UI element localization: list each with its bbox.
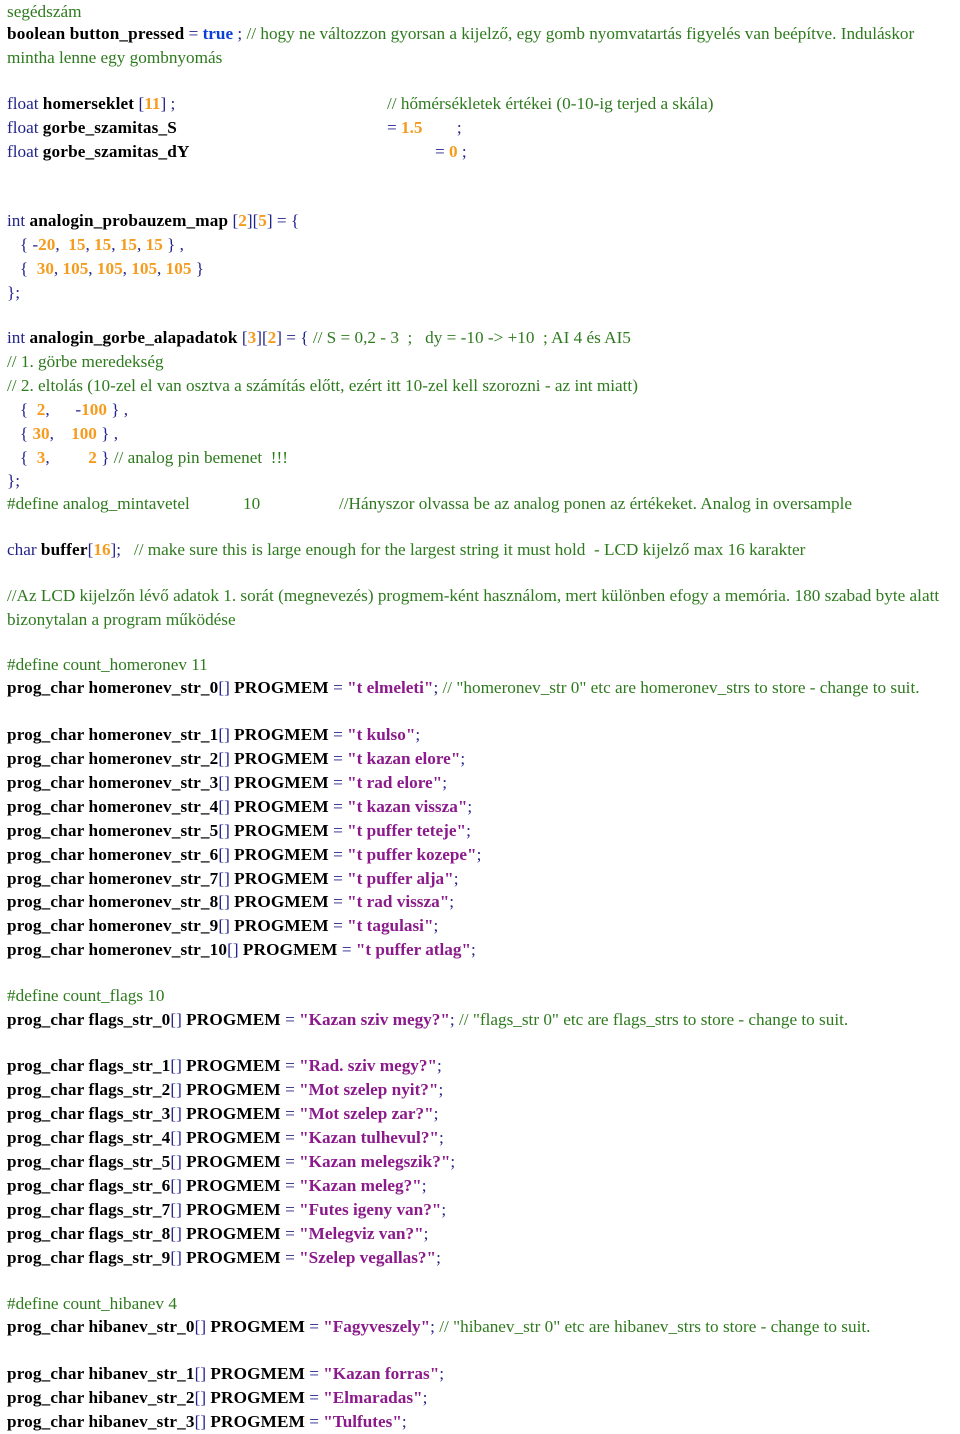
code-line — [7, 209, 299, 233]
code-token: PROGMEM — [234, 916, 329, 935]
code-token: 5 — [258, 211, 267, 230]
code-token: [ — [237, 328, 248, 347]
code-token: ] = { — [276, 328, 313, 347]
code-token: "Kazan tulhevul?" — [299, 1128, 439, 1147]
code-token: ; — [422, 1388, 428, 1407]
code-token: ; — [436, 1248, 441, 1267]
code-token: 1.5 — [401, 118, 423, 137]
code-token: } , — [162, 235, 184, 254]
code-token: "t kulso" — [347, 725, 416, 744]
code-line — [7, 257, 204, 281]
code-token: "Futes igeny van?" — [299, 1200, 442, 1219]
code-token: prog_char flags_str_6 — [7, 1176, 171, 1195]
code-token: , — [122, 259, 132, 278]
code-token: "Rad. sziv megy?" — [299, 1056, 438, 1075]
code-token: "Mot szelep nyit?" — [299, 1080, 439, 1099]
code-token: "t puffer alja" — [347, 869, 454, 888]
code-token: // S = 0,2 - 3 ; dy = -10 -> +10 ; AI 4 és AI5 — [312, 328, 631, 347]
code-token: prog_char hibanev_str_3 — [7, 1412, 195, 1431]
code-token: [] — [194, 1317, 211, 1336]
code-token: "t puffer teteje" — [347, 821, 467, 840]
code-token: prog_char homeronev_str_0 — [7, 678, 219, 697]
code-token: PROGMEM — [234, 869, 329, 888]
code-token: = — [435, 142, 449, 161]
code-token: [] — [170, 1128, 187, 1147]
code-token: int — [7, 211, 30, 230]
code-line — [7, 233, 184, 257]
code-token: char — [7, 540, 41, 559]
code-token: ; — [460, 749, 466, 768]
code-line — [7, 723, 420, 747]
code-line — [7, 1054, 442, 1078]
code-token: , — [49, 424, 72, 443]
code-token: 11 — [144, 94, 161, 113]
code-token: ; — [471, 940, 476, 959]
code-line — [7, 938, 476, 962]
code-token: "Kazan forras" — [323, 1364, 440, 1383]
code-token: PROGMEM — [186, 1248, 281, 1267]
code-token: 3 — [247, 328, 257, 347]
code-token: PROGMEM — [210, 1364, 305, 1383]
code-token: = — [280, 1176, 300, 1195]
code-token: 100 — [71, 424, 97, 443]
code-token: #define analog_mintavetel — [7, 494, 190, 513]
code-token: [] — [170, 1010, 187, 1029]
code-token: , - — [45, 400, 82, 419]
code-line — [435, 140, 467, 164]
code-token: PROGMEM — [186, 1010, 281, 1029]
code-token: PROGMEM — [234, 749, 329, 768]
code-token: float — [7, 94, 43, 113]
code-line — [7, 374, 638, 398]
code-token: prog_char homeronev_str_1 — [7, 725, 219, 744]
code-token: = — [304, 1317, 324, 1336]
code-token: = — [304, 1412, 324, 1431]
code-token: = — [328, 678, 348, 697]
code-line — [7, 1008, 955, 1032]
code-token: ; — [466, 821, 471, 840]
code-token: PROGMEM — [234, 725, 329, 744]
code-token: [ — [228, 211, 239, 230]
code-line — [7, 140, 190, 164]
code-token: prog_char hibanev_str_1 — [7, 1364, 195, 1383]
code-token: ; — [233, 24, 247, 43]
code-token: { — [7, 259, 37, 278]
code-token: prog_char hibanev_str_0 — [7, 1317, 195, 1336]
code-line — [7, 1222, 428, 1246]
code-token: = — [328, 916, 348, 935]
code-token: [] — [227, 940, 243, 959]
code-token: gorbe_szamitas_S — [42, 118, 177, 137]
code-line — [7, 1174, 427, 1198]
code-token: "Kazan melegszik?" — [299, 1152, 451, 1171]
code-token: = — [328, 845, 348, 864]
code-line — [7, 116, 177, 140]
code-token: PROGMEM — [186, 1176, 281, 1195]
code-token: } — [96, 448, 114, 467]
code-token: [] — [170, 1152, 187, 1171]
code-line — [7, 281, 20, 305]
code-line — [7, 469, 20, 493]
code-token: prog_char homeronev_str_3 — [7, 773, 219, 792]
code-line — [7, 747, 465, 771]
code-token: prog_char flags_str_8 — [7, 1224, 171, 1243]
code-token: , — [55, 235, 69, 254]
code-token: = — [328, 892, 348, 911]
code-token: ; — [449, 892, 455, 911]
code-token: "Fagyveszely" — [323, 1317, 431, 1336]
code-token: // analog pin bemenet !!! — [113, 448, 288, 467]
code-token: "t rad elore" — [347, 773, 443, 792]
code-token: [] — [218, 916, 235, 935]
code-token: prog_char flags_str_2 — [7, 1080, 171, 1099]
code-token: PROGMEM — [186, 1128, 281, 1147]
code-token: prog_char flags_str_5 — [7, 1152, 171, 1171]
code-token: PROGMEM — [186, 1224, 281, 1243]
code-token: = — [280, 1152, 300, 1171]
code-token: = — [280, 1080, 300, 1099]
code-token: } , — [96, 424, 119, 443]
code-token: [] — [218, 773, 235, 792]
code-token: = — [184, 24, 203, 43]
code-token: , — [53, 259, 63, 278]
code-token: prog_char hibanev_str_2 — [7, 1388, 195, 1407]
code-token: prog_char flags_str_7 — [7, 1200, 171, 1219]
code-token: // make sure this is large enough for the largest string it must hold - LCD kijelző max 16 karakter — [133, 540, 806, 559]
code-token: PROGMEM — [234, 892, 329, 911]
code-token: 15 — [119, 235, 137, 254]
code-line — [7, 1078, 443, 1102]
code-line — [7, 584, 955, 632]
code-token: ; — [437, 1056, 442, 1075]
code-token: prog_char homeronev_str_6 — [7, 845, 219, 864]
code-token: [ — [134, 94, 145, 113]
code-token: 30 — [36, 259, 54, 278]
code-token: } — [191, 259, 204, 278]
code-token: //Hányszor olvassa be az analog ponen az értékeket. Analog in oversample — [339, 494, 853, 513]
code-token: [] — [170, 1248, 187, 1267]
code-token: ; — [441, 1200, 447, 1219]
code-line — [243, 492, 260, 516]
code-line — [7, 795, 472, 819]
code-token: 0 — [449, 142, 458, 161]
code-token: "t kazan vissza" — [347, 797, 468, 816]
code-token: prog_char homeronev_str_10 — [7, 940, 228, 959]
code-token: PROGMEM — [234, 821, 329, 840]
code-token: ] ; — [160, 94, 176, 113]
code-line — [7, 914, 438, 938]
code-line — [7, 1246, 441, 1270]
code-token: float — [7, 142, 43, 161]
code-token: // hogy ne változzon gyorsan a kijelző, egy gomb nyomvatartás figyelés van beépítve. Induláskor mintha lenne egy gombnyomás — [7, 24, 915, 67]
code-token: { — [7, 400, 37, 419]
code-token: PROGMEM — [234, 678, 329, 697]
code-token: = — [387, 118, 401, 137]
code-token: prog_char homeronev_str_5 — [7, 821, 219, 840]
code-token: PROGMEM — [186, 1056, 281, 1075]
code-token: ; — [415, 725, 421, 744]
code-token: ]; — [110, 540, 134, 559]
code-token: [] — [170, 1200, 187, 1219]
code-line — [7, 398, 128, 422]
code-line — [7, 771, 447, 795]
code-token: PROGMEM — [186, 1104, 281, 1123]
code-token: PROGMEM — [234, 797, 329, 816]
code-line — [7, 1315, 955, 1339]
code-token: = — [280, 1224, 300, 1243]
code-line — [387, 92, 713, 116]
code-line — [339, 492, 852, 516]
code-token: = — [280, 1010, 300, 1029]
code-token: prog_char flags_str_0 — [7, 1010, 171, 1029]
code-token: int — [7, 328, 30, 347]
code-token: ; — [450, 1152, 456, 1171]
code-token: = — [328, 821, 348, 840]
code-token: "t kazan elore" — [347, 749, 461, 768]
code-token: #define count_homeronev 11 — [7, 655, 208, 674]
code-line — [7, 867, 458, 891]
code-token: = — [280, 1056, 300, 1075]
code-token: [] — [218, 821, 235, 840]
code-token: ; — [433, 678, 443, 697]
code-token: ; — [439, 1364, 445, 1383]
code-line — [7, 492, 190, 516]
code-token: ; — [421, 1176, 427, 1195]
code-token: prog_char homeronev_str_2 — [7, 749, 219, 768]
code-token: 15 — [145, 235, 163, 254]
code-token: [] — [218, 797, 235, 816]
code-token: 30 — [32, 424, 50, 443]
code-token: true — [202, 24, 234, 43]
code-token: 20 — [38, 235, 56, 254]
code-token: = — [280, 1104, 300, 1123]
code-line — [7, 819, 471, 843]
code-token: ; — [433, 1104, 439, 1123]
code-token: = — [280, 1128, 300, 1147]
code-token: "Melegviz van?" — [299, 1224, 424, 1243]
code-line — [387, 116, 462, 140]
code-token: = — [280, 1248, 300, 1267]
code-token: "t puffer atlag" — [355, 940, 472, 959]
code-token: PROGMEM — [186, 1200, 281, 1219]
code-line — [7, 1386, 427, 1410]
code-token: PROGMEM — [234, 845, 329, 864]
code-token: ; — [430, 1317, 440, 1336]
code-token: [] — [170, 1056, 187, 1075]
code-token: ; — [423, 1224, 429, 1243]
code-token: = — [304, 1364, 324, 1383]
code-token: prog_char flags_str_4 — [7, 1128, 171, 1147]
code-token: ; — [438, 1080, 444, 1099]
code-token: segédszám — [7, 2, 82, 21]
code-token: gorbe_szamitas_dY — [42, 142, 190, 161]
code-token: "t tagulasi" — [347, 916, 434, 935]
code-token: ; — [438, 1128, 444, 1147]
code-line — [7, 92, 175, 116]
code-token: ][ — [246, 211, 259, 230]
code-token: [] — [194, 1388, 211, 1407]
code-line — [7, 446, 288, 470]
code-token: }; — [7, 283, 21, 302]
code-token: [] — [170, 1104, 187, 1123]
code-line — [7, 676, 955, 700]
code-line — [7, 1410, 407, 1434]
code-token: [] — [170, 1080, 187, 1099]
code-token: PROGMEM — [186, 1152, 281, 1171]
code-token: [] — [218, 725, 235, 744]
code-token: // 1. görbe meredekség — [7, 352, 164, 371]
code-token: buffer — [40, 540, 88, 559]
code-token: [] — [218, 869, 235, 888]
code-line — [7, 1362, 444, 1386]
code-token: // "hibanev_str 0" etc are hibanev_strs to store - change to suit. — [439, 1317, 871, 1336]
code-token: { — [7, 448, 37, 467]
code-token: 105 — [96, 259, 123, 278]
code-token: "Kazan meleg?" — [299, 1176, 422, 1195]
code-line — [7, 326, 631, 350]
code-token: ; — [449, 1010, 459, 1029]
code-token: [] — [170, 1224, 187, 1243]
code-token: PROGMEM — [234, 773, 329, 792]
code-token: // "flags_str 0" etc are flags_strs to store - change to suit. — [458, 1010, 849, 1029]
code-token: prog_char homeronev_str_4 — [7, 797, 219, 816]
code-line — [7, 1198, 446, 1222]
code-token: "Szelep vegallas?" — [299, 1248, 437, 1267]
code-token: = — [304, 1388, 324, 1407]
code-token: ; — [422, 118, 462, 137]
code-token: }; — [7, 471, 21, 490]
code-token: = — [280, 1200, 300, 1219]
code-token: { — [7, 424, 33, 443]
code-token: 15 — [94, 235, 112, 254]
code-line — [7, 653, 208, 677]
code-token: PROGMEM — [210, 1317, 305, 1336]
code-token: analogin_gorbe_alapadatok — [29, 328, 238, 347]
code-token: "Kazan sziv megy?" — [299, 1010, 450, 1029]
code-token: 100 — [81, 400, 107, 419]
code-token: , — [85, 235, 95, 254]
code-token: #define count_flags 10 — [7, 986, 165, 1005]
code-token: boolean button_pressed — [7, 24, 185, 43]
code-token: 2 — [267, 328, 277, 347]
code-token: , — [88, 259, 97, 278]
code-token: ; — [442, 773, 447, 792]
code-token: 10 — [243, 494, 261, 513]
code-token: 105 — [62, 259, 89, 278]
code-line — [7, 0, 81, 24]
code-token: 105 — [165, 259, 192, 278]
code-token: PROGMEM — [210, 1412, 305, 1431]
code-token: = — [337, 940, 356, 959]
code-token: prog_char flags_str_9 — [7, 1248, 171, 1267]
code-token: 15 — [68, 235, 86, 254]
code-token: "Tulfutes" — [323, 1412, 402, 1431]
code-token: //Az LCD kijelzőn lévő adatok 1. sorát (megnevezés) progmem-ként használom, mert különben efogy a memória. 180 szabad byte alatt bizonytalan a program működése — [7, 586, 940, 629]
code-token: prog_char flags_str_3 — [7, 1104, 171, 1123]
code-token: = — [328, 773, 348, 792]
code-token: // hőmérsékletek értékei (0-10-ig terjed a skála) — [387, 94, 714, 113]
code-line — [7, 1126, 444, 1150]
code-token: ; — [453, 869, 459, 888]
code-token: [ — [87, 540, 94, 559]
code-token: = — [328, 869, 348, 888]
code-token: , — [111, 235, 120, 254]
code-token: = — [328, 749, 348, 768]
code-token: prog_char homeronev_str_9 — [7, 916, 219, 935]
code-token: ; — [433, 916, 439, 935]
code-token: 105 — [131, 259, 158, 278]
code-token: } , — [106, 400, 129, 419]
code-token: ; — [401, 1412, 407, 1431]
code-line — [7, 984, 165, 1008]
code-line — [7, 843, 481, 867]
code-token: [] — [194, 1412, 211, 1431]
code-line — [7, 422, 118, 446]
code-token: ][ — [256, 328, 268, 347]
code-token: prog_char flags_str_1 — [7, 1056, 171, 1075]
code-token: [] — [170, 1176, 187, 1195]
code-token: // 2. eltolás (10-zel el van osztva a számítás előtt, ezért itt 10-zel kell szorozni - az int miatt) — [7, 376, 638, 395]
code-token: [] — [194, 1364, 211, 1383]
code-line — [7, 890, 454, 914]
code-token: "t elmeleti" — [347, 678, 434, 697]
code-token: "t rad vissza" — [347, 892, 450, 911]
code-token: 16 — [93, 540, 111, 559]
code-token: // "homeronev_str 0" etc are homeronev_strs to store - change to suit. — [442, 678, 920, 697]
code-token: [] — [218, 892, 235, 911]
code-token: [] — [218, 749, 235, 768]
code-token: 2 — [36, 400, 46, 419]
code-token: PROGMEM — [186, 1080, 281, 1099]
code-token: [] — [218, 678, 235, 697]
code-token: { - — [7, 235, 39, 254]
code-token: , — [45, 448, 89, 467]
code-line — [7, 1292, 177, 1316]
code-line — [7, 22, 955, 70]
code-token: float — [7, 118, 43, 137]
code-line — [7, 1150, 455, 1174]
code-line — [7, 350, 164, 374]
code-token: prog_char homeronev_str_8 — [7, 892, 219, 911]
code-token: [] — [218, 845, 235, 864]
code-token: = — [328, 725, 348, 744]
code-token: homerseklet — [42, 94, 135, 113]
code-token: , — [137, 235, 146, 254]
code-token: 2 — [88, 448, 97, 467]
code-token: #define count_hibanev 4 — [7, 1294, 177, 1313]
code-token: PROGMEM — [242, 940, 338, 959]
code-token: , — [157, 259, 166, 278]
code-line — [7, 1102, 438, 1126]
code-token: "Elmaradas" — [323, 1388, 423, 1407]
code-token: PROGMEM — [210, 1388, 305, 1407]
code-token: 2 — [238, 211, 247, 230]
code-token: ; — [476, 845, 482, 864]
code-token: analogin_probauzem_map — [29, 211, 229, 230]
code-line — [7, 538, 805, 562]
code-token: ; — [467, 797, 473, 816]
code-token: = — [328, 797, 348, 816]
code-token: 3 — [36, 448, 46, 467]
code-token: "Mot szelep zar?" — [299, 1104, 434, 1123]
code-token: ; — [457, 142, 467, 161]
code-token: ] = { — [266, 211, 300, 230]
code-token: "t puffer kozepe" — [347, 845, 477, 864]
code-token: prog_char homeronev_str_7 — [7, 869, 219, 888]
